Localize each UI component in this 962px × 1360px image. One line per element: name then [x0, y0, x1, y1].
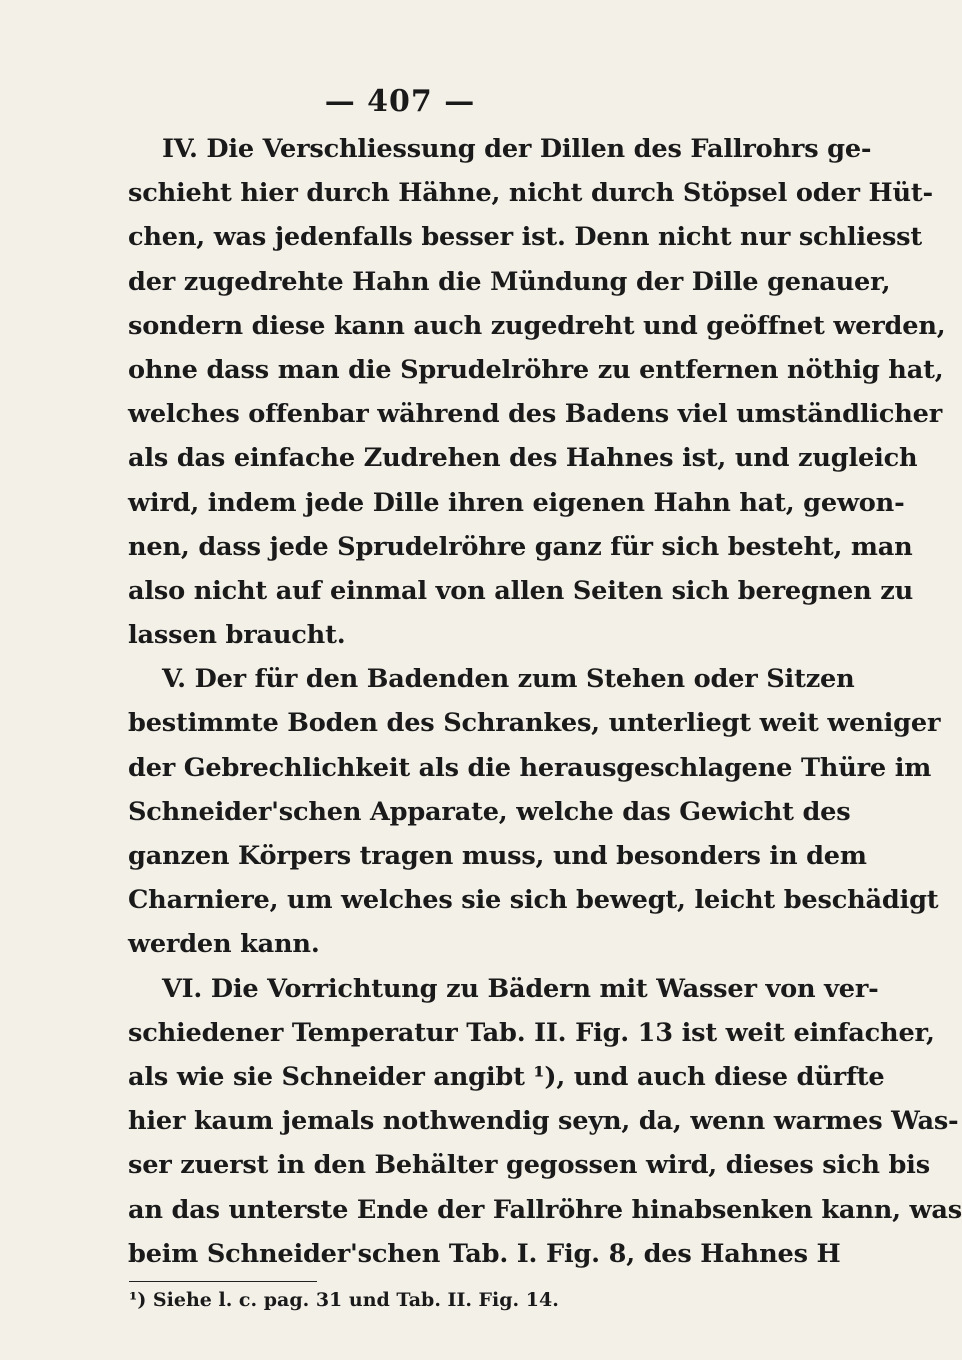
- text-line: der Gebrechlichkeit als die herausgeschlagene Thüre im: [128, 752, 932, 783]
- footnote: ¹) Siehe l. c. pag. 31 und Tab. II. Fig. 14.: [129, 1289, 559, 1311]
- text-line: IV. Die Verschliessung der Dillen des Fallrohrs ge-: [162, 134, 872, 164]
- text-line: schiedener Temperatur Tab. II. Fig. 13 ist weit einfacher,: [128, 1017, 935, 1048]
- text-line: ser zuerst in den Behälter gegossen wird, dieses sich bis: [128, 1150, 930, 1181]
- text-line: nen, dass jede Sprudelröhre ganz für sich besteht, man: [128, 531, 913, 562]
- text-line: Charniere, um welches sie sich bewegt, leicht beschädigt: [128, 885, 939, 916]
- text-line: als das einfache Zudrehen des Hahnes ist, und zugleich: [128, 443, 918, 474]
- text-line: welches offenbar während des Badens viel umständlicher: [128, 399, 943, 430]
- body-text: [128, 127, 962, 1276]
- page-number: — 407 —: [324, 84, 476, 119]
- text-line: wird, indem jede Dille ihren eigenen Hahn hat, gewon-: [128, 487, 905, 518]
- text-line: als wie sie Schneider angibt ¹), und auch diese dürfte: [128, 1061, 885, 1092]
- footnote-divider: [129, 1281, 317, 1282]
- text-line: chen, was jedenfalls besser ist. Denn nicht nur schliesst: [128, 222, 923, 253]
- text-line: VI. Die Vorrichtung zu Bädern mit Wasser von ver-: [162, 973, 879, 1004]
- text-line: bestimmte Boden des Schrankes, unterliegt weit weniger: [128, 708, 941, 739]
- text-line: hier kaum jemals nothwendig seyn, da, wenn warmes Was-: [128, 1106, 959, 1137]
- text-line: ohne dass man die Sprudelröhre zu entfernen nöthig hat,: [128, 354, 944, 385]
- text-line: also nicht auf einmal von allen Seiten sich beregnen zu: [128, 575, 914, 606]
- text-line: an das unterste Ende der Fallröhre hinabsenken kann, was: [128, 1194, 962, 1225]
- text-line: Schneider'schen Apparate, welche das Gewicht des: [128, 796, 851, 827]
- text-line: der zugedrehte Hahn die Mündung der Dille genauer,: [128, 266, 891, 297]
- text-line: schieht hier durch Hähne, nicht durch Stöpsel oder Hüt-: [128, 178, 933, 209]
- text-line: V. Der für den Badenden zum Stehen oder Sitzen: [162, 664, 855, 695]
- text-line: werden kann.: [128, 929, 320, 960]
- text-line: sondern diese kann auch zugedreht und geöffnet werden,: [128, 310, 946, 341]
- text-line: lassen braucht.: [128, 620, 346, 651]
- text-line: beim Schneider'schen Tab. I. Fig. 8, des Hahnes H: [128, 1238, 841, 1269]
- text-line: ganzen Körpers tragen muss, und besonders in dem: [128, 841, 867, 871]
